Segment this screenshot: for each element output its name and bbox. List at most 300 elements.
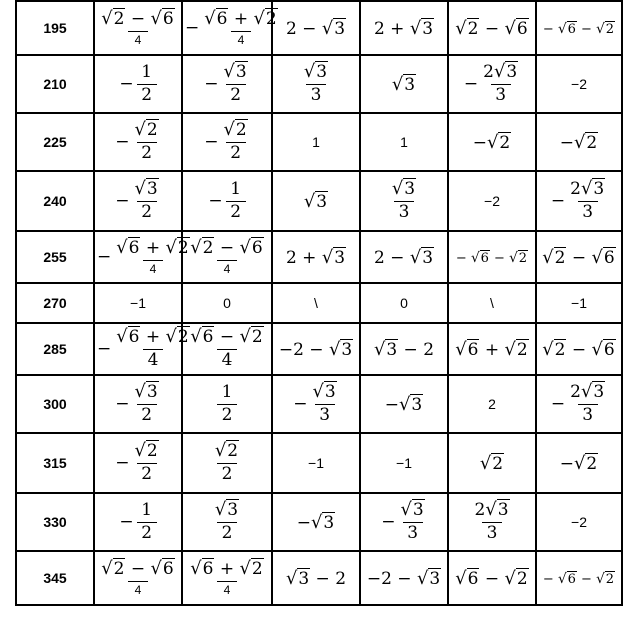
denominator: 4 xyxy=(231,31,251,47)
radical xyxy=(505,569,529,589)
numerator xyxy=(481,63,520,84)
radicand: 6 xyxy=(603,247,615,268)
numerator xyxy=(188,236,265,260)
value-cell xyxy=(536,551,622,605)
radical xyxy=(135,120,159,140)
value-cell xyxy=(536,375,622,433)
radical xyxy=(304,62,328,82)
expression xyxy=(286,248,346,268)
expression xyxy=(374,19,434,39)
numerator xyxy=(139,61,154,84)
math-text: − xyxy=(489,251,510,266)
radicand: 3 xyxy=(422,247,434,268)
fraction xyxy=(137,499,157,543)
radical xyxy=(166,238,190,258)
value-cell xyxy=(94,171,182,231)
radical xyxy=(322,248,346,268)
minus-sign: − xyxy=(185,18,200,38)
radicand: 3 xyxy=(506,62,518,83)
radical xyxy=(135,441,159,461)
value-cell xyxy=(94,113,182,171)
radical xyxy=(455,19,479,39)
value-cell xyxy=(182,551,272,605)
value-text: 1 xyxy=(400,134,408,150)
radical-sign: √ xyxy=(190,557,202,579)
value-text: 2 xyxy=(488,396,496,412)
radicand: 3 xyxy=(334,247,346,268)
fraction xyxy=(472,501,511,543)
value-cell xyxy=(182,433,272,493)
angle-cell: 255 xyxy=(16,231,94,283)
radical xyxy=(410,248,434,268)
angle-cell: 225 xyxy=(16,113,94,171)
value-cell xyxy=(536,1,622,55)
value-cell xyxy=(272,1,360,55)
numerator xyxy=(133,383,161,404)
numerator xyxy=(302,63,330,84)
minus-sign: − xyxy=(293,394,308,414)
value-cell xyxy=(536,323,622,375)
radicand: 2 xyxy=(499,132,511,153)
radical xyxy=(592,340,616,360)
radicand: 2 xyxy=(202,237,214,258)
radicand: 3 xyxy=(404,74,416,95)
value-cell xyxy=(360,551,448,605)
denominator: 2 xyxy=(137,84,157,105)
minus-sign: − xyxy=(208,191,223,211)
radical-sign: √ xyxy=(542,338,554,360)
math-text: −2 − xyxy=(278,339,329,360)
value-cell xyxy=(182,375,272,433)
value-cell xyxy=(272,375,360,433)
radical xyxy=(392,179,416,199)
radical-sign: √ xyxy=(223,61,235,83)
radical xyxy=(135,382,159,402)
denominator: 4 xyxy=(217,581,237,597)
radicand: 2 xyxy=(605,572,615,587)
value-cell xyxy=(272,171,360,231)
radical-sign: √ xyxy=(116,236,128,258)
value-cell xyxy=(360,231,448,283)
fraction xyxy=(213,442,241,484)
fraction xyxy=(568,180,607,222)
radical xyxy=(254,9,278,29)
math-text: − xyxy=(384,394,400,415)
value-text: 0 xyxy=(223,295,231,311)
angle-cell: 240 xyxy=(16,171,94,231)
radicand: 3 xyxy=(235,62,247,83)
radical xyxy=(322,19,346,39)
minus-sign: − xyxy=(550,394,566,414)
radical-sign: √ xyxy=(328,338,341,360)
math-text: 1 xyxy=(141,61,153,82)
radicand: 6 xyxy=(128,237,140,258)
radical-sign: √ xyxy=(214,440,227,462)
value-cell xyxy=(448,493,536,551)
radical-sign: √ xyxy=(485,499,497,521)
math-text: + xyxy=(140,327,166,348)
denominator: 2 xyxy=(137,522,157,543)
radicand: 6 xyxy=(202,558,214,579)
value-cell xyxy=(182,231,272,283)
radical-sign: √ xyxy=(165,236,177,258)
value-cell xyxy=(94,551,182,605)
value-cell xyxy=(182,113,272,171)
table-row xyxy=(16,1,622,55)
radical xyxy=(374,340,398,360)
radicand: 3 xyxy=(227,500,239,521)
value-cell xyxy=(272,283,360,323)
math-text: − xyxy=(576,572,597,587)
expression xyxy=(455,19,528,39)
numerator xyxy=(390,180,418,201)
radicand: 3 xyxy=(429,568,441,589)
numerator xyxy=(213,442,241,463)
radical-sign: √ xyxy=(596,571,605,587)
radical-sign: √ xyxy=(416,567,429,589)
radical xyxy=(505,340,529,360)
denominator: 4 xyxy=(217,349,237,370)
radical xyxy=(286,569,310,589)
angle-cell: 345 xyxy=(16,551,94,605)
value-cell xyxy=(360,171,448,231)
radical-sign: √ xyxy=(134,381,146,403)
radical xyxy=(392,75,416,95)
value-cell xyxy=(182,1,277,55)
expression xyxy=(560,454,598,474)
denominator: 4 xyxy=(128,581,148,597)
value-cell xyxy=(448,55,536,113)
minus-sign: − xyxy=(115,191,130,211)
radicand: 2 xyxy=(146,120,158,141)
radical xyxy=(542,248,566,268)
radicand: 6 xyxy=(162,8,174,29)
radical xyxy=(455,569,479,589)
denominator: 2 xyxy=(217,404,237,425)
radical xyxy=(480,454,504,474)
value-text: −1 xyxy=(130,295,146,311)
denominator: 2 xyxy=(217,522,237,543)
math-text: − xyxy=(125,558,151,579)
radical xyxy=(304,192,328,212)
math-text: 2 xyxy=(570,179,581,200)
radical-sign: √ xyxy=(239,236,251,258)
radicand: 3 xyxy=(386,339,398,360)
numerator xyxy=(114,236,191,260)
expression xyxy=(456,251,528,266)
value-cell xyxy=(536,171,622,231)
denominator: 2 xyxy=(226,84,246,105)
value-cell xyxy=(94,493,182,551)
radical xyxy=(581,179,605,199)
math-text: 2 + xyxy=(285,247,322,268)
value-cell xyxy=(360,283,448,323)
radical-sign: √ xyxy=(591,338,603,360)
value-cell xyxy=(448,433,536,493)
expression xyxy=(374,248,434,268)
radical xyxy=(135,179,159,199)
radicand: 3 xyxy=(324,382,336,403)
radicand: 3 xyxy=(411,394,423,415)
radical xyxy=(224,120,248,140)
radical-sign: √ xyxy=(101,7,113,29)
denominator: 3 xyxy=(482,522,502,543)
radical xyxy=(401,500,425,520)
radicand: 2 xyxy=(492,453,504,474)
radical xyxy=(592,248,616,268)
minus-sign: − xyxy=(115,132,130,152)
math-text: 2 − xyxy=(373,247,410,268)
numerator xyxy=(311,383,339,404)
radical-sign: √ xyxy=(493,61,506,83)
minus-sign: − xyxy=(463,74,479,94)
radical-sign: √ xyxy=(214,499,227,521)
value-cell xyxy=(94,375,182,433)
radical-sign: √ xyxy=(504,567,516,589)
math-text: − xyxy=(472,132,488,153)
table-row xyxy=(16,551,622,605)
denominator: 3 xyxy=(491,84,511,105)
numerator xyxy=(99,7,176,31)
radical xyxy=(116,238,140,258)
math-text: − xyxy=(214,327,240,348)
radical-sign: √ xyxy=(580,178,593,200)
numerator xyxy=(222,121,250,142)
value-cell xyxy=(448,231,536,283)
radical-sign: √ xyxy=(596,21,605,37)
radicand: 2 xyxy=(177,327,189,348)
radical-sign: √ xyxy=(580,381,593,403)
value-text: 0 xyxy=(400,295,408,311)
denominator: 4 xyxy=(143,260,163,276)
radical xyxy=(455,340,479,360)
radical xyxy=(542,340,566,360)
math-text: − xyxy=(214,237,240,258)
radical xyxy=(204,9,228,29)
radical xyxy=(116,327,140,347)
value-cell xyxy=(272,55,360,113)
numerator xyxy=(188,557,265,581)
radicand: 2 xyxy=(265,8,277,29)
value-cell xyxy=(448,551,536,605)
minus-sign: − xyxy=(119,74,134,94)
numerator xyxy=(213,501,241,522)
radical-sign: √ xyxy=(373,338,386,360)
expression xyxy=(480,454,504,474)
radical xyxy=(313,382,337,402)
fraction xyxy=(99,7,176,47)
minus-sign: − xyxy=(204,74,219,94)
denominator: 2 xyxy=(226,201,246,222)
denominator: 3 xyxy=(403,522,423,543)
fraction xyxy=(217,381,237,425)
radicand: 2 xyxy=(113,8,125,29)
table-row xyxy=(16,231,622,283)
angle-cell: 270 xyxy=(16,283,94,323)
value-cell xyxy=(536,493,622,551)
radical xyxy=(417,569,441,589)
radical-sign: √ xyxy=(303,61,316,83)
radical-sign: √ xyxy=(504,17,516,39)
math-text: + xyxy=(214,558,240,579)
value-cell xyxy=(272,323,360,375)
fraction xyxy=(188,328,265,370)
math-text: − xyxy=(455,251,471,266)
radical-sign: √ xyxy=(253,7,265,29)
denominator: 2 xyxy=(137,201,157,222)
radical-sign: √ xyxy=(574,452,586,474)
radical xyxy=(215,441,239,461)
numerator xyxy=(568,383,607,404)
radical-sign: √ xyxy=(285,567,298,589)
radical xyxy=(215,500,239,520)
math-text: + xyxy=(140,237,166,258)
radicand: 2 xyxy=(518,251,528,266)
table-row xyxy=(16,171,622,231)
expression xyxy=(374,340,434,360)
radical xyxy=(574,133,598,153)
radicand: 6 xyxy=(467,339,479,360)
minus-sign: − xyxy=(204,132,219,152)
radical xyxy=(101,559,125,579)
angle-cell: 285 xyxy=(16,323,94,375)
numerator xyxy=(188,328,265,349)
value-cell xyxy=(360,493,448,551)
value-text: −2 xyxy=(571,514,587,530)
value-cell xyxy=(360,113,448,171)
angle-cell: 210 xyxy=(16,55,94,113)
minus-sign: − xyxy=(119,512,134,532)
fraction xyxy=(188,236,265,276)
radicand: 6 xyxy=(603,339,615,360)
value-cell xyxy=(448,283,536,323)
radicand: 6 xyxy=(567,22,576,37)
value-cell xyxy=(94,433,182,493)
radical-sign: √ xyxy=(557,571,567,587)
numerator xyxy=(399,501,427,522)
radical-sign: √ xyxy=(479,452,492,474)
radicand: 3 xyxy=(334,18,346,39)
value-cell xyxy=(448,1,536,55)
radical-sign: √ xyxy=(400,499,412,521)
radical xyxy=(581,382,605,402)
value-cell xyxy=(94,323,189,375)
radical xyxy=(509,251,528,266)
radical-sign: √ xyxy=(134,178,146,200)
fraction xyxy=(390,180,418,222)
table-row xyxy=(16,55,622,113)
minus-sign: − xyxy=(381,512,396,532)
radical xyxy=(574,454,598,474)
expression xyxy=(279,340,353,360)
value-cell xyxy=(536,283,622,323)
math-text: 2 + xyxy=(373,18,410,39)
trig-values-table xyxy=(15,0,623,606)
expression xyxy=(543,572,615,587)
expression xyxy=(385,395,423,415)
angle-cell: 195 xyxy=(16,1,94,55)
radicand: 3 xyxy=(316,191,328,212)
denominator: 2 xyxy=(217,463,237,484)
fraction xyxy=(133,442,161,484)
radicand: 6 xyxy=(162,558,174,579)
value-cell xyxy=(272,493,360,551)
radical-sign: √ xyxy=(116,326,128,348)
value-text: −2 xyxy=(571,76,587,92)
radical-sign: √ xyxy=(134,119,146,141)
radicand: 3 xyxy=(146,179,158,200)
radical xyxy=(494,62,518,82)
denominator: 4 xyxy=(217,260,237,276)
value-cell xyxy=(94,1,182,55)
radical xyxy=(190,559,214,579)
value-text: −2 xyxy=(484,193,500,209)
math-text: −2 − xyxy=(366,568,417,589)
denominator: 4 xyxy=(143,349,163,370)
fraction xyxy=(222,63,250,105)
fraction xyxy=(568,383,607,425)
fraction xyxy=(302,63,330,105)
expression xyxy=(455,340,528,360)
radical xyxy=(311,513,335,533)
radicand: 3 xyxy=(323,512,335,533)
value-text: −1 xyxy=(308,455,324,471)
fraction xyxy=(114,328,191,370)
value-text: −1 xyxy=(396,455,412,471)
numerator xyxy=(472,501,511,522)
radical-sign: √ xyxy=(504,338,516,360)
radical xyxy=(558,572,577,587)
math-text: − xyxy=(559,453,575,474)
angle-cell: 330 xyxy=(16,493,94,551)
denominator: 2 xyxy=(137,404,157,425)
radical xyxy=(240,327,264,347)
math-text: 1 xyxy=(230,178,242,199)
radicand: 3 xyxy=(404,179,416,200)
radicand: 2 xyxy=(251,327,263,348)
value-cell xyxy=(536,433,622,493)
numerator xyxy=(568,180,607,201)
radical-sign: √ xyxy=(455,338,467,360)
radical xyxy=(596,572,615,587)
radicand: 2 xyxy=(516,339,528,360)
value-text: 1 xyxy=(312,134,320,150)
denominator: 3 xyxy=(578,404,598,425)
numerator xyxy=(133,442,161,463)
radicand: 3 xyxy=(497,500,509,521)
radicand: 3 xyxy=(593,179,605,200)
value-cell xyxy=(272,113,360,171)
denominator: 3 xyxy=(315,404,335,425)
value-cell xyxy=(360,323,448,375)
math-text: − xyxy=(125,8,151,29)
math-text: 2 xyxy=(483,62,494,83)
radical xyxy=(505,19,529,39)
expression xyxy=(297,513,335,533)
numerator xyxy=(220,381,235,404)
numerator xyxy=(133,180,161,201)
radical xyxy=(166,327,190,347)
value-cell xyxy=(182,493,272,551)
table-row xyxy=(16,493,622,551)
radical-sign: √ xyxy=(509,250,518,266)
radical-sign: √ xyxy=(312,381,324,403)
radical xyxy=(240,559,264,579)
value-cell xyxy=(272,433,360,493)
radicand: 6 xyxy=(202,327,214,348)
expression xyxy=(473,133,511,153)
minus-sign: − xyxy=(115,394,130,414)
